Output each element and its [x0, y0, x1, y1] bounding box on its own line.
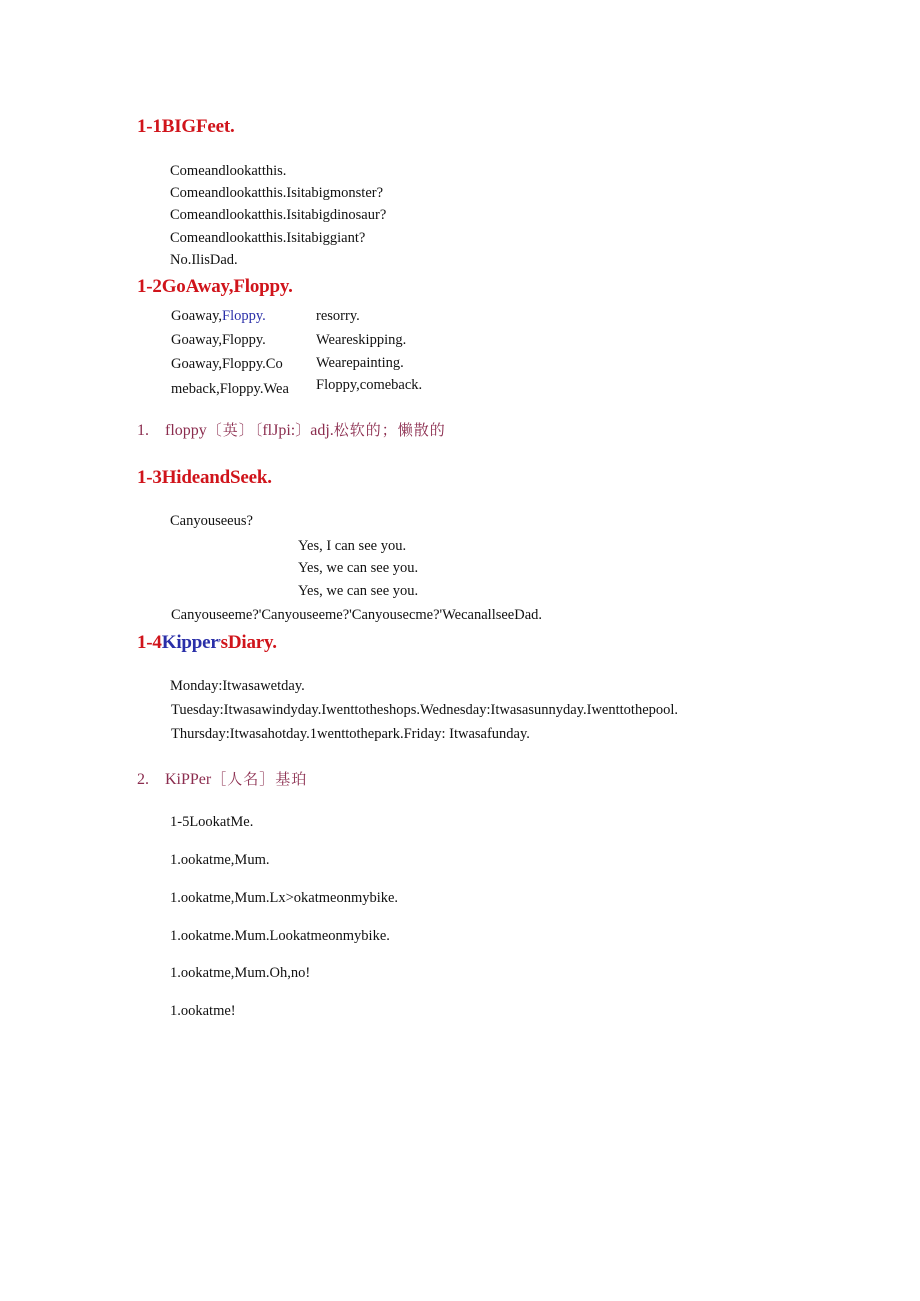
- text-line: Goaway,Floppy.Co: [171, 356, 283, 372]
- section-title-1-1: 1-1BIGFeet.: [137, 116, 235, 137]
- note-word: floppy: [165, 422, 207, 439]
- vocab-note-1: [137, 419, 446, 440]
- section-title-1-2: 1-2GoAway,Floppy.: [137, 276, 293, 297]
- text-line: 1.ookatme!: [170, 1003, 236, 1019]
- text-line: Yes, we can see you.: [298, 560, 419, 576]
- text-line: 1.ookatme,Mum.Oh,no!: [170, 965, 311, 981]
- text-line: meback,Floppy.Wea: [171, 381, 289, 397]
- title-part: 1-4: [137, 632, 162, 653]
- note-phonetic-open: 〔: [254, 421, 263, 439]
- text-line: 1.ookatme,Mum.: [170, 852, 270, 868]
- note-bracket: ［人名］: [211, 770, 276, 788]
- text-line: resorry.: [316, 308, 360, 324]
- note-pos: adj.: [310, 422, 334, 439]
- text-line: [171, 309, 266, 324]
- title-part: Diary.: [227, 632, 277, 653]
- text-line: Floppy,comeback.: [316, 377, 423, 393]
- vocab-note-2: [137, 768, 307, 789]
- note-meaning: 松软的；懒散的: [333, 421, 446, 439]
- text-line: Goaway,Floppy.: [171, 332, 266, 348]
- text-fragment: Goaway,: [171, 308, 222, 324]
- text-line: Comeandlookatthis.: [170, 163, 287, 179]
- note-number: 1.: [137, 422, 149, 439]
- text-line: Comeandlookatthis.Isitabigdinosaur?: [170, 207, 387, 223]
- section-title-1-4: [137, 632, 277, 654]
- section-title-1-3: 1-3HideandSeek.: [137, 467, 272, 488]
- text-line: Thursday:Itwasahotday.1wenttothepark.Friday: Itwasafunday.: [171, 726, 530, 742]
- text-line: Yes, I can see you.: [298, 538, 407, 554]
- text-line: No.IlisDad.: [170, 252, 238, 268]
- note-number: 2.: [137, 771, 149, 788]
- note-meaning: 基珀: [275, 770, 308, 788]
- text-line: 1-5LookatMe.: [170, 814, 254, 830]
- note-word: KiPPer: [165, 771, 212, 788]
- text-line: Weareskipping.: [316, 332, 407, 348]
- text-line: Monday:Itwasawetday.: [170, 678, 305, 694]
- text-line: Canyouseeus?: [170, 513, 253, 529]
- text-line: 1.ookatme,Mum.Lx>okatmeonmybike.: [170, 890, 399, 906]
- text-line: Comeandlookatthis.Isitabigmonster?: [170, 185, 384, 201]
- note-phonetic-close: 〕: [295, 421, 311, 439]
- text-line: Canyouseeme?'Canyouseeme?'Canyousecme?'WecanallseeDad.: [171, 607, 543, 623]
- title-part: s: [220, 632, 228, 653]
- text-line: 1.ookatme.Mum.Lookatmeonmybike.: [170, 928, 390, 944]
- title-part-name: Kipper: [161, 632, 219, 653]
- text-line: Yes, we can see you.: [298, 583, 419, 599]
- highlighted-word: Floppy.: [222, 308, 266, 324]
- note-lang-tag: 〔英〕: [206, 421, 255, 439]
- note-phonetic-text: flJpi:: [262, 422, 296, 439]
- text-line: Wearepainting.: [316, 355, 404, 371]
- apostrophe: ,: [218, 632, 221, 643]
- text-line: Comeandlookatthis.Isitabiggiant?: [170, 230, 366, 246]
- text-line: Tuesday:Itwasawindyday.Iwenttotheshops.Wednesday:Itwasasunnyday.Iwenttothepool.: [171, 702, 679, 718]
